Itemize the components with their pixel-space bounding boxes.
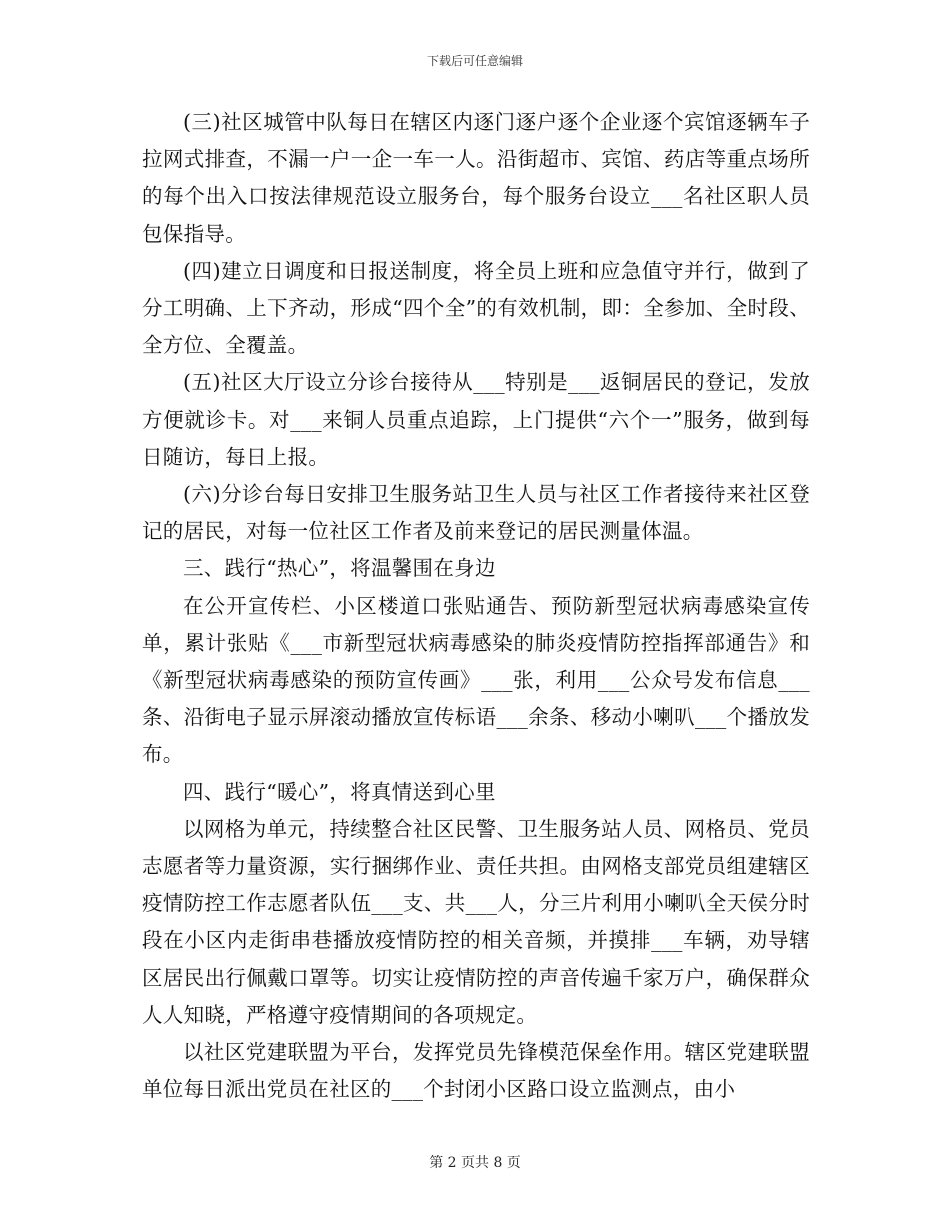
paragraph-section-6: (六)分诊台每日安排卫生服务站卫生人员与社区工作者接待来社区登记的居民，对每一位社区工作者及前来登记的居民测量体温。 bbox=[142, 482, 810, 544]
paragraph-section-5: (五)社区大厅设立分诊台接待从___特别是___返铜居民的登记，发放方便就诊卡。对___来铜人员重点追踪，上门提供“六个一”服务，做到每日随访，每日上报。 bbox=[142, 370, 810, 469]
heading-part-4: 四、践行“暖心”，将真情送到心里 bbox=[183, 779, 496, 804]
paragraph-section-4: (四)建立日调度和日报送制度，将全员上班和应急值守并行，做到了分工明确、上下齐动，形成“四个全”的有效机制，即：全参加、全时段、全方位、全覆盖。 bbox=[142, 258, 810, 358]
paragraph-party-alliance: 以社区党建联盟为平台，发挥党员先锋模范保垒作用。辖区党建联盟单位每日派出党员在社区的___个封闭小区路口设立监测点，由小 bbox=[142, 1040, 810, 1102]
paragraph-section-3: (三)社区城管中队每日在辖区内逐门逐户逐个企业逐个宾馆逐辆车子拉网式排查，不漏一户一企一车一人。沿街超市、宾馆、药店等重点场所的每个出入口按法律规范设立服务台，每个服务台设立___名社区职人员包保指导。 bbox=[142, 110, 810, 246]
heading-part-3: 三、践行“热心”，将温馨围在身边 bbox=[183, 556, 496, 581]
page-header: 下载后可任意编辑 bbox=[426, 54, 523, 68]
page-number-footer: 第 2 页共 8 页 bbox=[429, 1155, 521, 1171]
paragraph-grid-units: 以网格为单元，持续整合社区民警、卫生服务站人员、网格员、党员志愿者等力量资源，实行捆绑作业、责任共担。由网格支部党员组建辖区疫情防控工作志愿者队伍___支、共___人，分三片利用小喇叭全天侯分时段在小区内走街串巷播放疫情防控的相关音频，并摸排___车辆，劝导辖区居民出行佩戴口罩等。切实让疫情防控的声音传遍千家万户，确保群众人人知晓，严格遵守疫情期间的各项规定。 bbox=[142, 816, 810, 1027]
document-body bbox=[142, 104, 810, 1108]
paragraph-publicity: 在公开宣传栏、小区楼道口张贴通告、预防新型冠状病毒感染宣传单，累计张贴《___市新型冠状病毒感染的肺炎疫情防控指挥部通告》和《新型冠状病毒感染的预防宣传画》___张，利用___公众号发布信息___条、沿街电子显示屏滚动播放宣传标语___余条、移动小喇叭___个播放发布。 bbox=[142, 593, 810, 767]
